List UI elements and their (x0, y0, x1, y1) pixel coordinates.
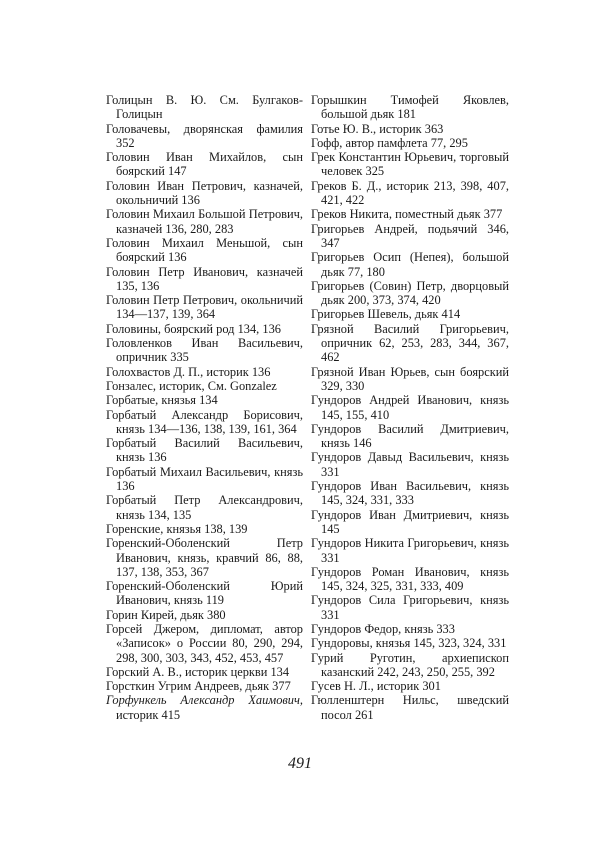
index-entry: Григорьев Андрей, подьячий 346, 347 (311, 221, 509, 250)
index-entry: Григорьев Осип (Непея), большой дьяк 77, 180 (311, 250, 509, 279)
index-entry: Гундоров Давыд Васильевич, князь 331 (311, 450, 509, 479)
index-entry: Гундоров Иван Васильевич, князь 145, 324, 331, 333 (311, 479, 509, 508)
index-entry: Головин Михаил Меньшой, сын боярский 136 (106, 235, 303, 265)
index-entry: Горбатый Василий Васильевич, князь 136 (106, 436, 303, 465)
page-number: 491 (288, 755, 312, 772)
index-entry: Горсткин Угрим Андреев, дьяк 377 (106, 679, 291, 694)
index-entry: Гюлленштерн Нильс, шведский посол 261 (311, 693, 509, 722)
index-entry: Головин Михаил Большой Петрович, казначей 136, 280, 283 (106, 207, 303, 236)
index-entry: Горышкин Тимофей Яковлев, большой дьяк 181 (311, 93, 509, 122)
index-entry: Горбатый Михаил Васильевич, князь 136 (106, 464, 303, 494)
index-entry: Гундоров Иван Дмитриевич, князь 145 (311, 507, 509, 536)
index-entry-italic-rest: историк 415 (116, 707, 181, 722)
index-entry: Гундоров Федор, князь 333 (311, 621, 455, 636)
index-entry: Грязной Василий Григорьевич, опричник 62, 253, 283, 344, 367, 462 (311, 321, 509, 365)
index-entry-italic-name: Горфункель Александр Хаимович, (106, 693, 303, 708)
index-entry: Готье Ю. В., историк 363 (311, 121, 444, 136)
index-entry: Гурий Руготин, архиепископ казанский 242, 243, 250, 255, 392 (311, 650, 509, 679)
index-column-left (106, 93, 303, 722)
index-entry: Гофф, автор памфлета 77, 295 (311, 135, 468, 150)
index-entry: Головин Петр Иванович, казначей 135, 136 (106, 264, 303, 293)
index-entry: Гундоров Василий Дмитриевич, князь 146 (311, 421, 509, 451)
index-entry: Головин Иван Петрович, казначей, окольничий 136 (106, 178, 303, 208)
index-entry: Горбатый Петр Александрович, князь 134, 135 (106, 493, 303, 522)
index-entry: Грязной Иван Юрьев, сын боярский 329, 330 (311, 364, 509, 393)
index-entry: Гундоров Роман Иванович, князь 145, 324, 325, 331, 333, 409 (311, 564, 509, 594)
index-column-right (311, 93, 509, 722)
index-entry: Горбатый Александр Борисович, князь 134—136, 138, 139, 161, 364 (106, 407, 303, 436)
index-entry: Горин Кирей, дьяк 380 (106, 607, 226, 622)
index-entry: Гундоров Никита Григорьевич, князь 331 (311, 536, 509, 565)
index-entry: Григорьев Шевель, дьяк 414 (311, 307, 461, 322)
index-entry: Горский А. В., историк церкви 134 (106, 664, 290, 679)
index-entry: Горенский-Оболенский Юрий Иванович, князь 119 (106, 579, 303, 608)
index-entry: Горенские, князья 138, 139 (106, 521, 248, 536)
index-entry: Голицын В. Ю. См. Булгаков-Голицын (106, 93, 303, 122)
index-entry: Григорьев (Совин) Петр, дворцовый дьяк 200, 373, 374, 420 (311, 278, 509, 308)
index-entry: Гусев Н. Л., историк 301 (311, 679, 441, 694)
index-entry: Горсей Джером, дипломат, автор «Записок» о России 80, 290, 294, 298, 300, 303, 343, 452, 453, 457 (106, 621, 303, 665)
index-entry: Гундоров Сила Григорьевич, князь 331 (311, 593, 509, 622)
index-entry: Греков Б. Д., историк 213, 398, 407, 421, 422 (311, 178, 509, 208)
index-entry: Гундоров Андрей Иванович, князь 145, 155, 410 (311, 393, 509, 422)
index-entry: Гонзалес, историк, См. Gonzalez (106, 378, 277, 393)
index-entry-italic (106, 693, 303, 722)
index-entry: Головленков Иван Васильевич, опричник 335 (106, 336, 303, 365)
index-entry: Горенский-Оболенский Петр Иванович, князь, кравчий 86, 88, 137, 138, 353, 367 (106, 536, 303, 579)
index-entry: Горбатые, князья 134 (106, 393, 218, 408)
index-entry: Головины, боярский род 134, 136 (106, 321, 281, 336)
index-entry: Гундоровы, князья 145, 323, 324, 331 (311, 636, 507, 651)
index-entry: Грек Константин Юрьевич, торговый человек 325 (311, 150, 509, 179)
index-entry: Головачевы, дворянская фамилия 352 (106, 121, 303, 150)
index-entry: Голохвастов Д. П., историк 136 (106, 364, 271, 379)
index-entry: Головин Иван Михайлов, сын боярский 147 (106, 150, 303, 179)
index-entry: Греков Никита, поместный дьяк 377 (311, 207, 503, 222)
index-entry: Головин Петр Петрович, окольничий 134—137, 139, 364 (106, 293, 303, 322)
